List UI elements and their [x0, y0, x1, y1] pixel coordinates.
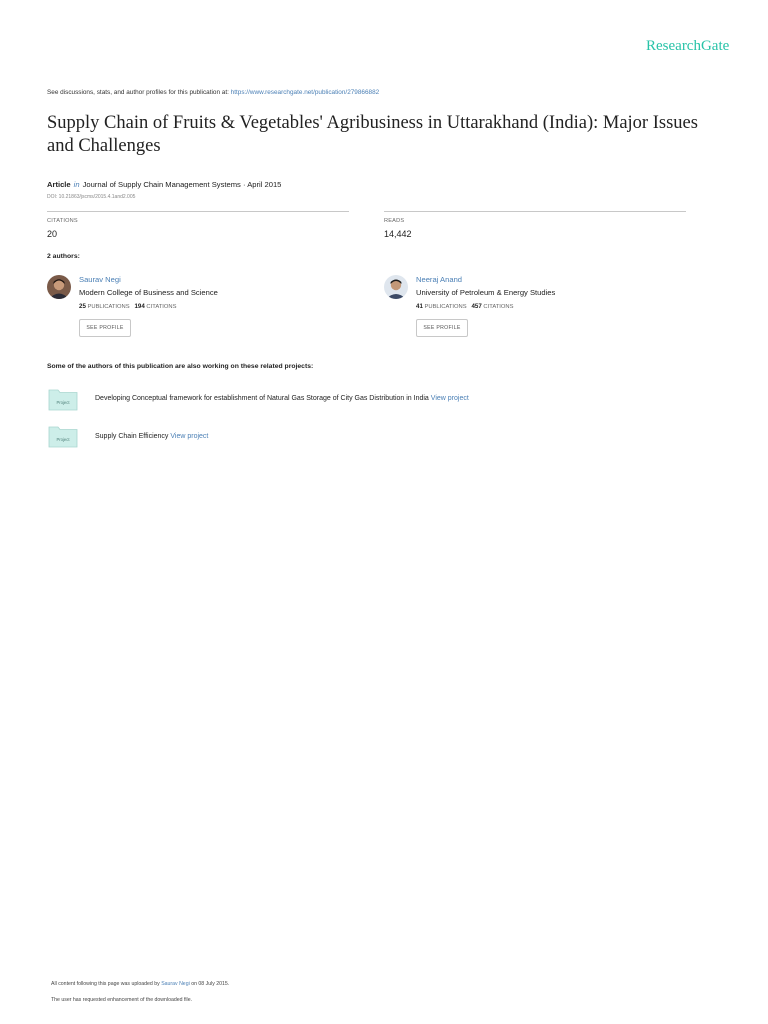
uploader-link[interactable]: Saurav Negi — [161, 981, 190, 987]
view-project-link[interactable]: View project — [170, 433, 209, 440]
avatar[interactable] — [384, 275, 408, 299]
reads-label: READS — [384, 218, 405, 224]
citations-label: CITATIONS — [47, 218, 78, 224]
project-icon-label: Project — [56, 437, 70, 442]
author-photo-icon — [384, 275, 408, 299]
author-name-link[interactable]: Saurav Negi — [79, 275, 121, 284]
related-projects-heading: Some of the authors of this publication are also working on these related projects: — [47, 363, 314, 370]
see-profile-button[interactable]: SEE PROFILE — [416, 319, 468, 337]
see-profile-button[interactable]: SEE PROFILE — [79, 319, 131, 337]
publications-label: PUBLICATIONS — [87, 304, 130, 310]
discussions-line — [47, 89, 379, 96]
article-meta — [47, 180, 281, 189]
project-text — [95, 395, 469, 402]
researchgate-logo[interactable]: ResearchGate — [646, 38, 730, 54]
author-citations-label: CITATIONS — [146, 304, 177, 310]
view-project-link[interactable]: View project — [430, 395, 469, 402]
author-citations-label: CITATIONS — [483, 304, 514, 310]
author-institution: Modern College of Business and Science — [79, 288, 218, 297]
publications-count: 41 — [416, 303, 423, 310]
reads-value: 14,442 — [384, 229, 412, 239]
discussions-text: See discussions, stats, and author profiles for this publication at: — [47, 89, 229, 96]
doi: DOI: 10.21863/jscms/2015.4.1and2.005 — [47, 194, 136, 200]
authors-heading: 2 authors: — [47, 253, 80, 260]
project-folder-icon[interactable] — [48, 387, 78, 411]
author-institution: University of Petroleum & Energy Studies — [416, 288, 556, 297]
upload-suffix: on 08 July 2015. — [191, 981, 230, 987]
upload-note — [51, 981, 229, 987]
author-name-link[interactable]: Neeraj Anand — [416, 275, 463, 284]
upload-prefix: All content following this page was uploaded by — [51, 981, 160, 987]
author-stats — [416, 303, 513, 310]
avatar[interactable] — [47, 275, 71, 299]
publication-url-link[interactable]: https://www.researchgate.net/publication/279866882 — [230, 89, 380, 96]
author-citations-count: 457 — [471, 303, 482, 310]
article-type: Article — [47, 180, 71, 189]
project-title: Developing Conceptual framework for establishment of Natural Gas Storage of City Gas Distribution in India — [95, 395, 429, 402]
publication-date: · April 2015 — [242, 180, 282, 189]
citations-divider — [47, 211, 349, 212]
citations-value: 20 — [47, 229, 58, 239]
publications-count: 25 — [79, 303, 86, 310]
project-text — [95, 433, 208, 440]
author-stats — [79, 303, 176, 310]
article-title: Supply Chain of Fruits & Vegetables' Agribusiness in Uttarakhand (India): Major Issues and Challenges — [47, 113, 698, 156]
author-citations-count: 194 — [134, 303, 145, 310]
publications-label: PUBLICATIONS — [424, 304, 467, 310]
in-label: in — [73, 180, 80, 189]
project-title: Supply Chain Efficiency — [95, 433, 169, 440]
author-photo-icon — [47, 275, 71, 299]
enhancement-note: The user has requested enhancement of the downloaded file. — [51, 997, 193, 1003]
journal-name: Journal of Supply Chain Management Systems — [82, 180, 241, 189]
project-folder-icon[interactable] — [48, 424, 78, 448]
reads-divider — [384, 211, 686, 212]
project-icon-label: Project — [56, 400, 70, 405]
